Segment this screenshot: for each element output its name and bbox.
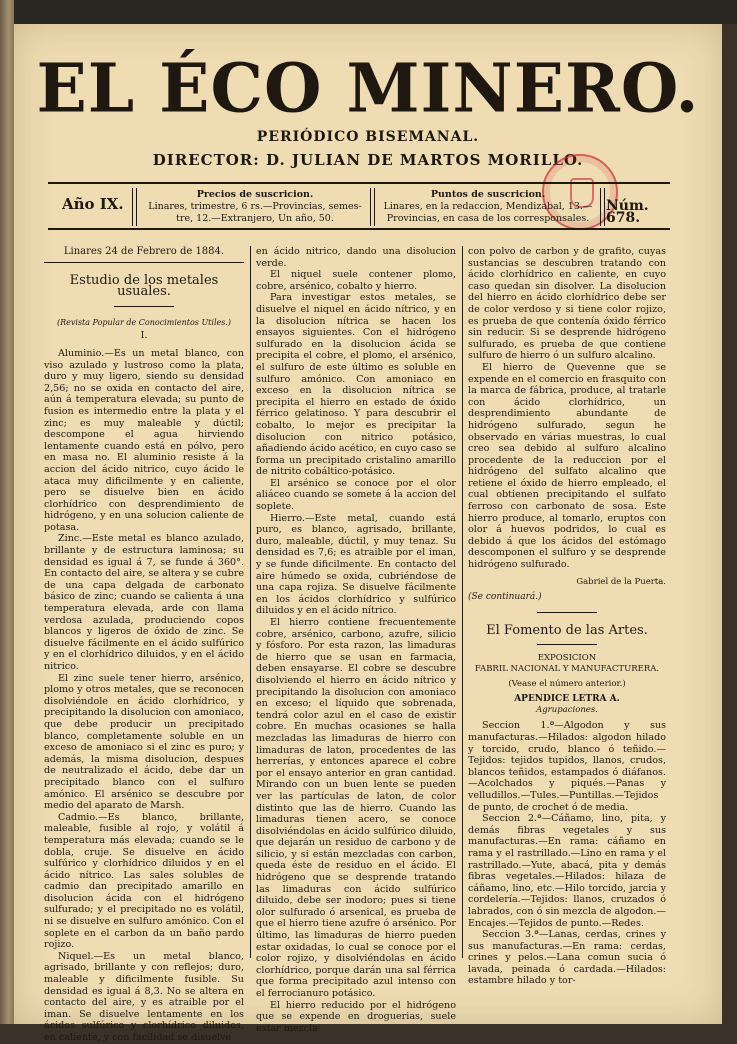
paragraph: El zinc suele tener hierro, arsénico, plomo y otros metales, que se reconocen disolviéndole en ácido clorhídrico, y precipitando la disolucion con amoniaco, que debe producir un precipitado blanco, completamente soluble en un exceso de amoniaco si el zinc es puro; y además, la misma disolucion, despues de neutralizado el ácido, debe dar un precipitado blanco con el sulfuro amónico. El arsénico se descubre por medio del aparato de Marsh.: [44, 672, 244, 812]
paragraph: Seccion 1.ª—Algodon y sus manufacturas.—Hilados: algodon hilado y torcido, crudo, blanco ó teñido.—Tejidos: tejidos tupidos, llanos, crudos, blancos teñidos, estampados ó diáfanos.—Acolchados y piqués.—Panas y velludillos.—Tules.—Puntillas.—Tejidos de punto, de crochet ó de media.: [468, 720, 666, 813]
continued-note: (Se continuará.): [468, 592, 542, 603]
groupings-heading: Agrupaciones.: [536, 705, 598, 716]
column-1: [44, 246, 244, 1044]
paragraph: Seccion 2.ª—Cáñamo, lino, pita, y demás fibras vegetales y sus manufacturas.—En rama: cáñamo en rama y el rastrillado.—Lino en rama y el rastrillado.—Yute, abacá, pita y demás fibras vegetales.—Hilados: hilaza de cáñamo, lino, etc.—Hilo torcido, jarcia y cordelería.—Tejidos: llanos, cruzados ó labrados, con ó sin mezcla de algodon.—Encajes.—Tejidos de punto.—Redes.: [468, 813, 666, 929]
prices-line-1: Linares, trimestre, 6 rs.—Provincias, semes-: [148, 201, 362, 212]
paragraph: con polvo de carbon y de grafito, cuyas sustancias se descubren tratando con ácido clorhídrico en caliente, en cuyo caso quedan sin disolver. La disolucion del hierro en ácido clorhídrico debe ser de color verdoso y si tiene color rojizo, es prueba de que contenía óxido férrico sin reducir. Si se desprende hidrógeno sulfurado, es prueba de que contiene sulfuro de hierro ó un sulfuro alcalino.: [468, 246, 666, 362]
paragraph: Seccion 3.ª—Lanas, cerdas, crines y sus manufacturas.—En rama: cerdas, crines y pelos.—Lana comun sucia ó lavada, peinada ó cardada.—Hilados: estambre hilado y tor-: [468, 929, 666, 987]
paragraph: El hierro de Quevenne que se expende en el comercio en frasquito con la marca de fábrica, produce, al tratarle con ácido clorhídrico, un desprendimiento abundante de hidrógeno sulfurado, segun he observado en várias muestras, lo cual creo sea debido al sulfuro alcalino procedente de la reduccion por el hidrógeno del sulfato alcalino que retiene el óxido de hierro empleado, el cual obtienen precipitando el sulfato ferroso con carbonato de sosa. Este hierro produce, al tomarlo, eruptos con olor á huevos podridos, lo cual es debido á que los ácidos del estómago descomponen el sulfuro y se desprende hidrógeno sulfurado.: [468, 361, 666, 571]
paragraph: El niquel suele contener plomo, cobre, arsénico, cobalto y hierro.: [256, 269, 456, 292]
appendix-heading: APENDICE LETRA A.: [514, 694, 620, 705]
newspaper-page: [14, 24, 722, 1043]
book-spine: [0, 0, 14, 1024]
paragraph: Niquel.—Es un metal blanco, agrisado, brillante y con reflejos; duro, maleable y dificilmente fusible. Su densidad es igual á 8,3. No se altera en contacto del aire, y es atraible por el iman. Se disuelve lentamente en los ácidos sulfúrico y clorhídrico diluidos, en caliente, y con facilidad se disuelve: [44, 950, 244, 1043]
prices-heading: Precios de suscricion.: [196, 189, 314, 200]
divider: [114, 306, 174, 307]
divider: [44, 262, 244, 263]
divider: [537, 612, 597, 613]
issue-number: Núm. 678.: [606, 198, 649, 226]
paragraph: Cadmio.—Es blanco, brillante, maleable, fusible al rojo, y volátil á temperatura más elevada; cuando se le dobla, cruje. Se disuelve en ácido sulfúrico y clorhídrico diluidos y en el ácido nítrico. Las sales solubles de cadmio dan precipitado amarillo en disolucion ácida con el hidrógeno sulfurado; y el precipitado no es volátil, ni se disuelve en sulfuro amónico. Con el soplete en el carbon da un baño pardo rojizo.: [44, 811, 244, 951]
points-heading: Puntos de suscricion.: [430, 189, 546, 200]
info-bar: [48, 186, 670, 228]
exposition-subheading: FABRIL NACIONAL Y MANUFACTURERA.: [474, 664, 660, 675]
divider: [537, 644, 597, 645]
info-separator: [600, 188, 605, 226]
column-2: [256, 246, 456, 1034]
section-number: I.: [140, 330, 148, 342]
issue-date: Linares 24 de Febrero de 1884.: [63, 246, 225, 257]
article-title: Estudio de los metales usuales.: [69, 272, 219, 300]
paragraph: El hierro reducido por el hidrógeno que se expende en droguerias, suele estar mezcla-: [256, 999, 456, 1034]
info-separator: [370, 188, 375, 226]
paragraph: El hierro contiene frecuentemente cobre, arsénico, carbono, azufre, silicio y fósforo. Por esta razon, las limaduras de hierro que se usan en farmacia, deben ensayarse. El cobre se descubre disolviendo el hierro en ácido nítrico y precipitando la disolucion con amoniaco en exceso; el líquido que sobrenada, tendrá color azul en el caso de existir cobre. En muchas ocasiones se halla mezcladas las limaduras de hierro con limaduras de laton, procedentes de las herrerías, y entonces aparece el cobre por el ensayo anterior en gran cantidad. Mirando con un buen lente se pueden ver las partículas de laton, de color distinto que las de hierro. Cuando las limaduras tienen acero, se conoce disolviéndolas en ácido sulfúrico diluido, que dejarán un residuo de carbono y de silicio, y si están mezcladas con carbon, queda éste de residuo en el ácido. El hidrógeno que se desprende tratando las limaduras con ácido sulfúrico diluido, debe ser inodoro; pues si tiene olor sulfurado ó arsenical, es prueba de que el hierro tiene azufre ó arsénico. Por último, las limaduras de hierro pueden estar oxidadas, lo cual se conoce por el color rojizo, y disolviéndolas en ácido clorhídrico, porque darán una sal férrica que forma precipitado azul intenso con el ferrocianuro potásico.: [256, 617, 456, 999]
paragraph: El arsénico se conoce por el olor aliáceo cuando se somete á la accion del soplete.: [256, 477, 456, 513]
info-separator: [132, 188, 137, 226]
header-rule-bottom: [48, 228, 670, 230]
header-rule-top: [48, 182, 670, 184]
paragraph: Aluminio.—Es un metal blanco, con viso azulado y lustroso como la plata, duro y muy ligero, siendo su densidad 2,56; no se oxida en contacto del aire, aún á temperatura elevada; su punto de fusion es intermedio entre la plata y el zinc; es muy maleable y dúctil; descompone el agua hirviendo lentamente cuando está en pólvo, pero en masa no. El aluminio resiste á la accion del ácido nitrico, cuyo ácido le ataca muy dificilmente y en caliente, pero se disuelve bien en ácido clorhídrico con desprendimiento de hidrógeno, y en una solucion caliente de potasa.: [44, 347, 244, 533]
masthead-director: DIRECTOR: D. JULIAN DE MARTOS MORILLO.: [152, 151, 584, 169]
points-line-2: Provincias, en casa de los corresponsales.: [386, 213, 590, 224]
reference-note: (Vease el número anterior.): [508, 679, 626, 690]
prices-line-2: tre, 12.—Extranjero, Un año, 50.: [176, 213, 334, 224]
column-separator: [462, 246, 463, 958]
points-line-1: Linares, en la redaccion, Mendizabal, 13.—: [383, 201, 593, 212]
author-signature: Gabriel de la Puerta.: [576, 576, 666, 587]
paragraph: Zinc.—Este metal es blanco azulado, brillante y de estructura laminosa; su densidad es igual á 7, se funde á 360°. En contacto del aire, se altera y se cubre de una capa delgada de carbonato básico de zinc; cuando se calienta á una temperatura elevada, arde con llama verdosa azulada, produciendo copos blancos y ligeros de óxido de zinc. Se disuelve fácilmente en el ácido sulfúrico y en el clorhídrico diluidos, y en el ácido nitrico.: [44, 533, 244, 672]
paragraph: en ácido nitrico, dando una disolucion verde.: [256, 246, 456, 269]
column-separator: [250, 246, 251, 958]
column-3: [468, 246, 666, 987]
article-source: (Revista Popular de Conocimientos Utiles.): [56, 317, 232, 327]
paragraph: Hierro.—Este metal, cuando está puro, es blanco, agrisado, brillante, duro, maleable, dúctil, y muy tenaz. Su densidad es 7,6; es atraible por el iman, y se funde dificilmente. En contacto del aire húmedo se oxida, cubriéndose de una capa rojiza. Se disuelve fácilmente en los ácidos clorhídrico y sulfúrico diluidos y en el ácido nítrico.: [256, 512, 456, 617]
year-label: Año IX.: [62, 195, 124, 213]
article-title-2: El Fomento de las Artes.: [486, 622, 648, 638]
paragraph: Para investigar estos metales, se disuelve el niquel en ácido nítrico, y en la disolucion nítrica se hacen los ensayos siguientes. Con el hidrógeno sulfurado en la disolucion ácida se precipita el cobre, el plomo, el arsénico, el sulfuro de este último es soluble en sulfuro amónico. Con amoniaco en exceso en la disolucion nítrica se precipita el hierro en estado de óxido férrico gelatinoso. Y para descubrir el cobalto, lo mejor es precipitar la disolucion con nitrico potásico, añadiendo ácido acético, en cuyo caso se forma un precipitado cristalino amarillo de nitrito cobáltico-potásico.: [256, 292, 456, 478]
subscription-points: [378, 189, 598, 225]
subscription-prices: [142, 189, 368, 225]
exposition-heading: EXPOSICION: [537, 653, 597, 664]
masthead-title: EL ÉCO MINERO.: [36, 48, 700, 128]
scan-background: [14, 0, 737, 24]
masthead-subtitle: PERIÓDICO BISEMANAL.: [256, 129, 480, 145]
